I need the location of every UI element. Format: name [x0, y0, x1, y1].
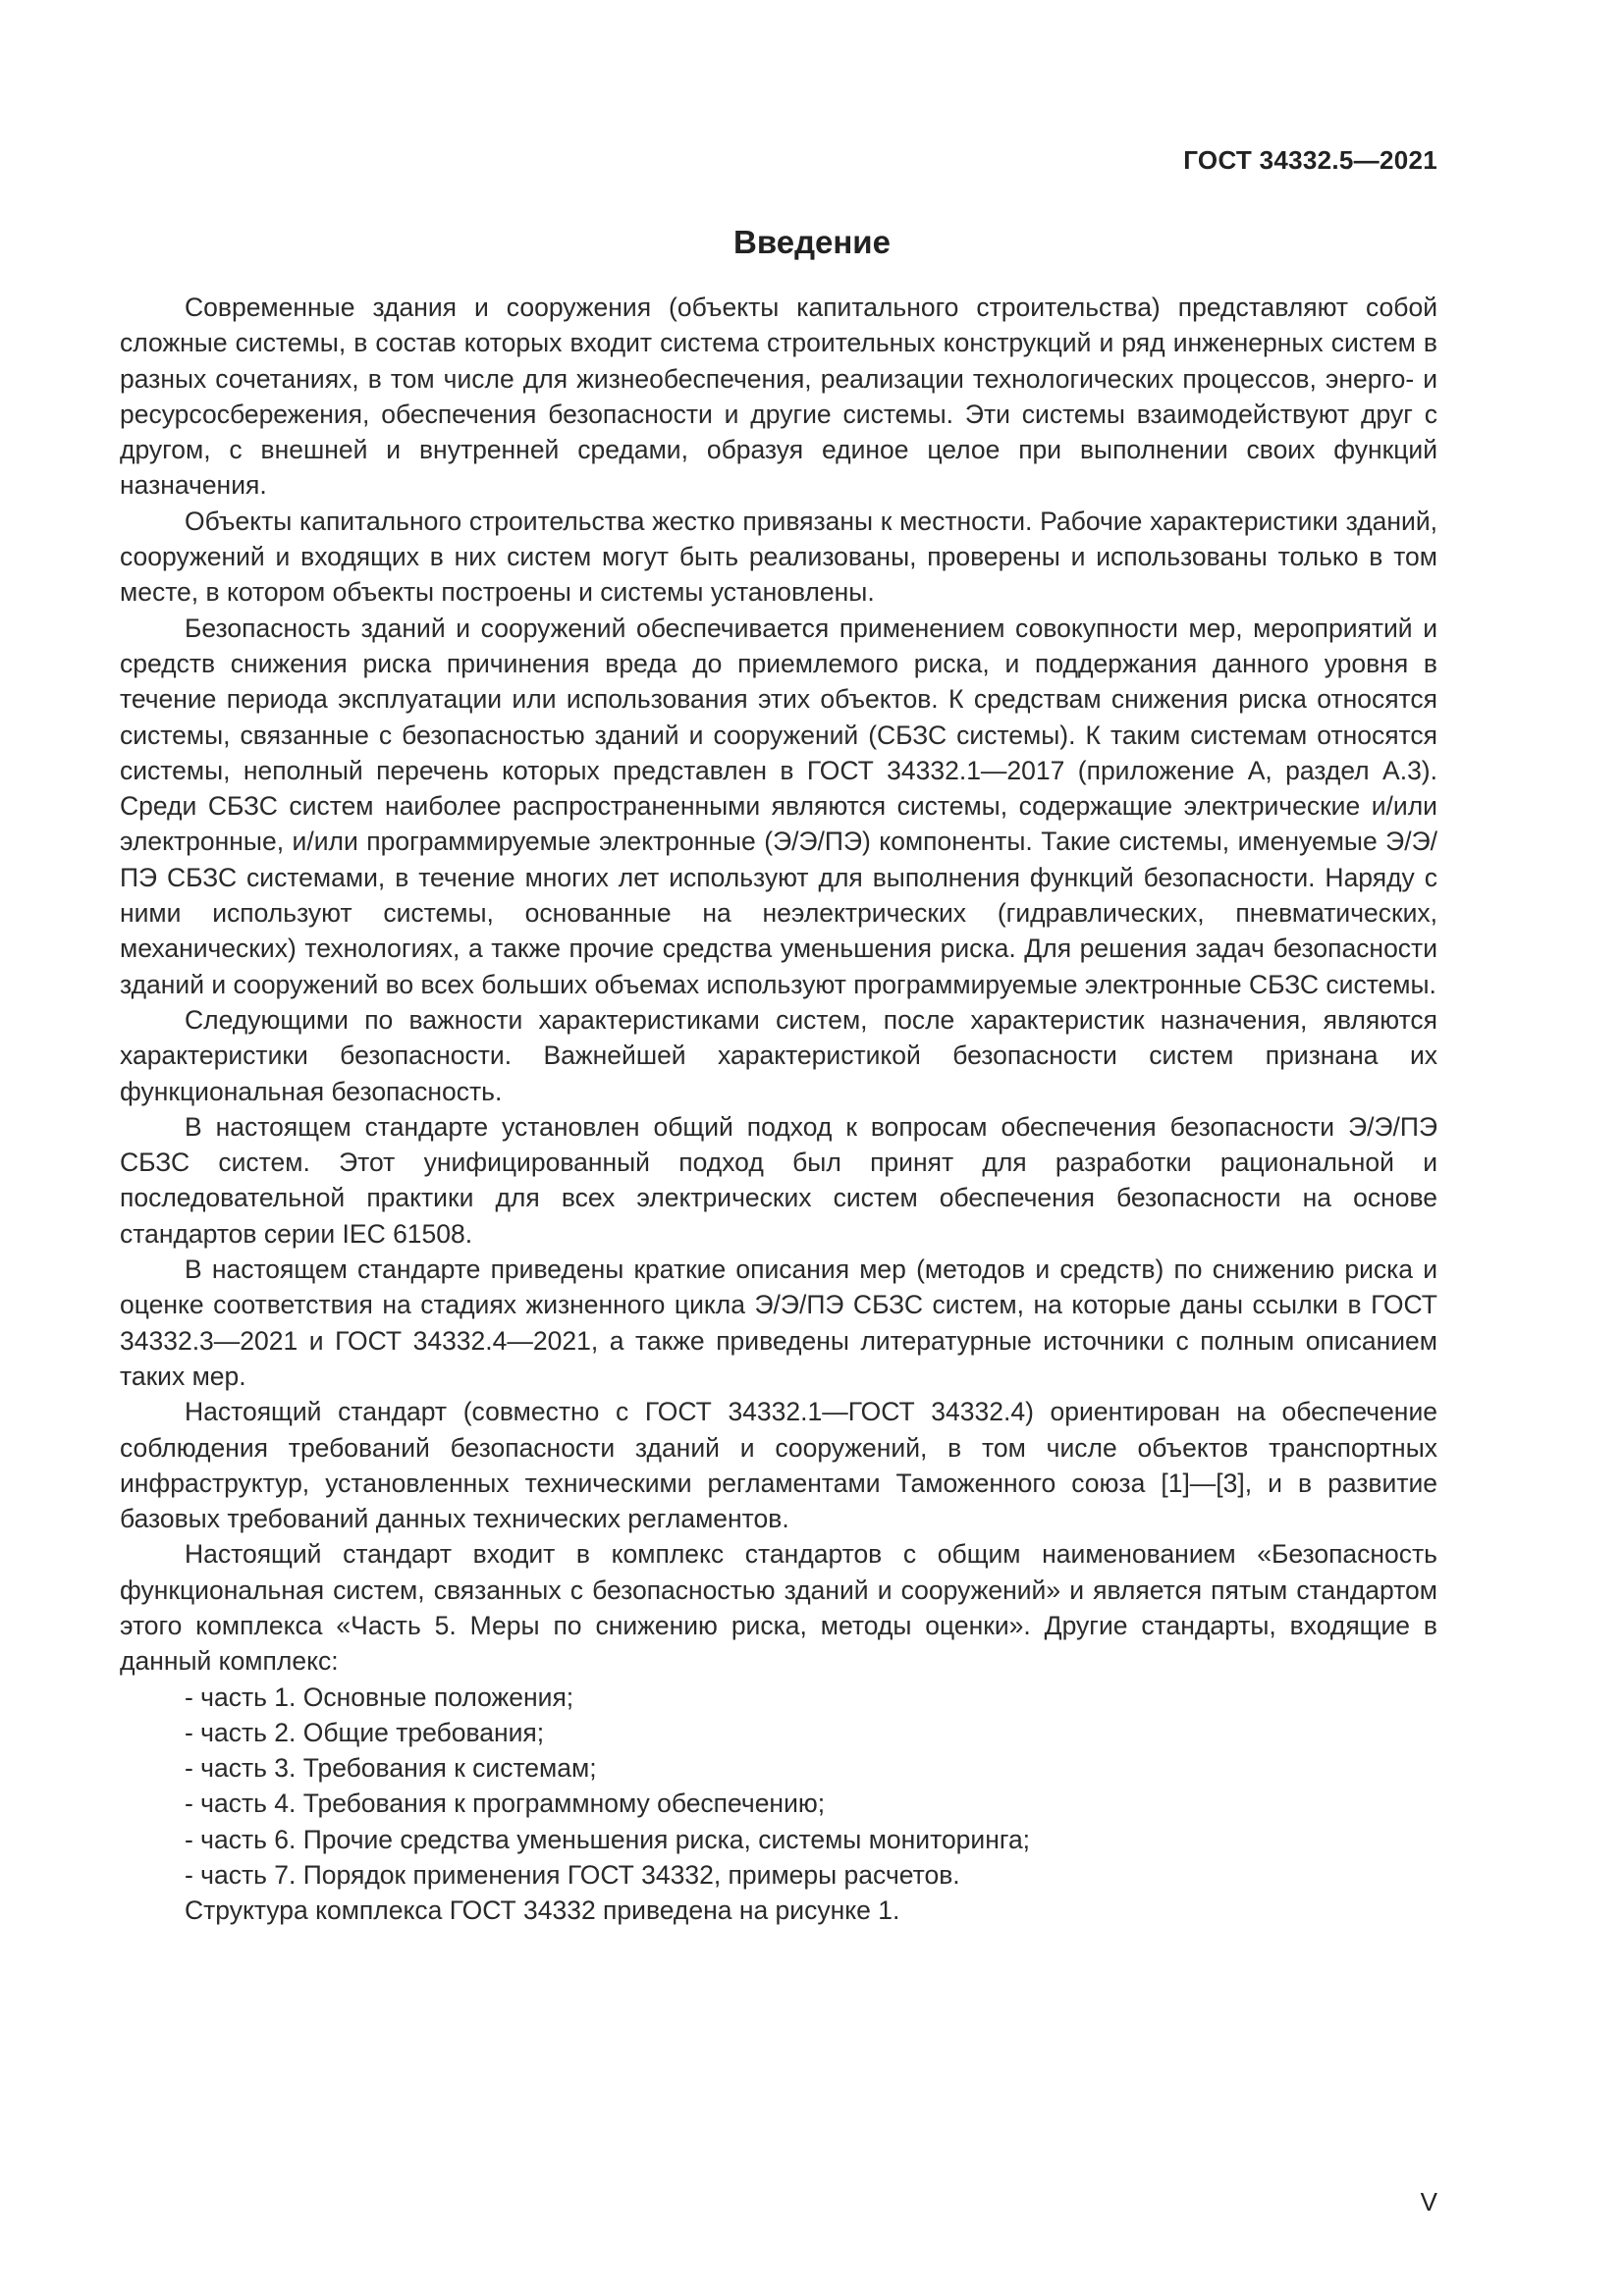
paragraph: Следующими по важности характеристиками систем, после характеристик назначения, являются характеристики безопасности. Важнейшей характеристикой безопасности систем признана их функциональная безопасность.	[120, 1004, 1437, 1106]
paragraph: Безопасность зданий и сооружений обеспечивается применением совокупности мер, мероприятий и средств снижения риска причинения вреда до приемлемого риска, и поддержания данного уровня в течение периода эксплуатации или использования этих объектов. К средствам снижения риска относятся системы, связанные с безопасностью зданий и сооружений (СБЗС системы). К таким системам относятся системы, неполный перечень которых представлен в ГОСТ 34332.1—2017 (приложение А, раздел А.3). Среди СБЗС систем наиболее распространенными являются системы, содержащие электрические и/или электронные, и/или программируемые электронные (Э/Э/ПЭ) компоненты. Такие системы, именуемые Э/Э/ПЭ СБЗС системами, в течение многих лет используют для выполнения функций безопасности. Наряду с ними используют системы, основанные на неэлектрических (гидравлических, пневматических, механических) технологиях, а также прочие средства уменьшения риска. Для решения задач безопасности зданий и сооружений во всех больших объемах используют программируемые электронные СБЗС системы.	[120, 613, 1437, 999]
paragraph: В настоящем стандарте приведены краткие описания мер (методов и средств) по снижению риска и оценке соответствия на стадиях жизненного цикла Э/Э/ПЭ СБЗС систем, на которые даны ссылки в ГОСТ 34332.3—2021 и ГОСТ 34332.4—2021, а также приведены литературные источники с полным описанием таких мер.	[120, 1255, 1437, 1391]
list-item: - часть 4. Требования к программному обеспечению;	[185, 1789, 826, 1819]
paragraph: В настоящем стандарте установлен общий подход к вопросам обеспечения безопасности Э/Э/ПЭ СБЗС систем. Этот унифицированный подход был принят для разработки рациональной и последовательной практики для всех электрических систем обеспечения безопасности на основе стандартов серии IEC 61508.	[120, 1111, 1437, 1249]
paragraph: Настоящий стандарт входит в комплекс стандартов с общим наименованием «Безопасность функциональная систем, связанных с безопасностью зданий и сооружений» и является пятым стандартом этого комплекса «Часть 5. Меры по снижению риска, методы оценки». Другие стандарты, входящие в данный комплекс:	[120, 1539, 1437, 1677]
list-item: - часть 3. Требования к системам;	[185, 1753, 597, 1784]
paragraph: Объекты капитального строительства жестко привязаны к местности. Рабочие характеристики зданий, сооружений и входящих в них систем могут быть реализованы, проверены и использованы только в том месте, в котором объекты построены и системы установлены.	[120, 506, 1437, 608]
closing-paragraph: Структура комплекса ГОСТ 34332 приведена на рисунке 1.	[185, 1896, 900, 1926]
paragraph: Современные здания и сооружения (объекты капитального строительства) представляют собой сложные системы, в состав которых входит система строительных конструкций и ряд инженерных систем в разных сочетаниях, в том числе для жизнеобеспечения, реализации технологических процессов, энерго- и ресурсосбережения, обеспечения безопасности и другие системы. Эти системы взаимодействуют друг с другом, с внешней и внутренней средами, образуя единое целое при выполнении своих функций назначения.	[120, 293, 1437, 501]
list-item: - часть 6. Прочие средства уменьшения риска, системы мониторинга;	[185, 1824, 1031, 1854]
page-title: Введение	[733, 224, 891, 260]
page-number: V	[1420, 2187, 1437, 2216]
parts-list	[120, 1680, 1437, 1894]
list-item: - часть 7. Порядок применения ГОСТ 34332, примеры расчетов.	[185, 1860, 960, 1891]
list-item: - часть 2. Общие требования;	[185, 1717, 545, 1747]
document-body	[120, 290, 1437, 1929]
paragraph: Настоящий стандарт (совместно с ГОСТ 34332.1—ГОСТ 34332.4) ориентирован на обеспечение соблюдения требований безопасности зданий и сооружений, в том числе объектов транспортных инфраструктур, установленных техническими регламентами Таможенного союза [1]—[3], и в развитие базовых требований данных технических регламентов.	[120, 1397, 1437, 1534]
list-item: - часть 1. Основные положения;	[185, 1682, 574, 1712]
document-code: ГОСТ 34332.5—2021	[1183, 145, 1437, 175]
